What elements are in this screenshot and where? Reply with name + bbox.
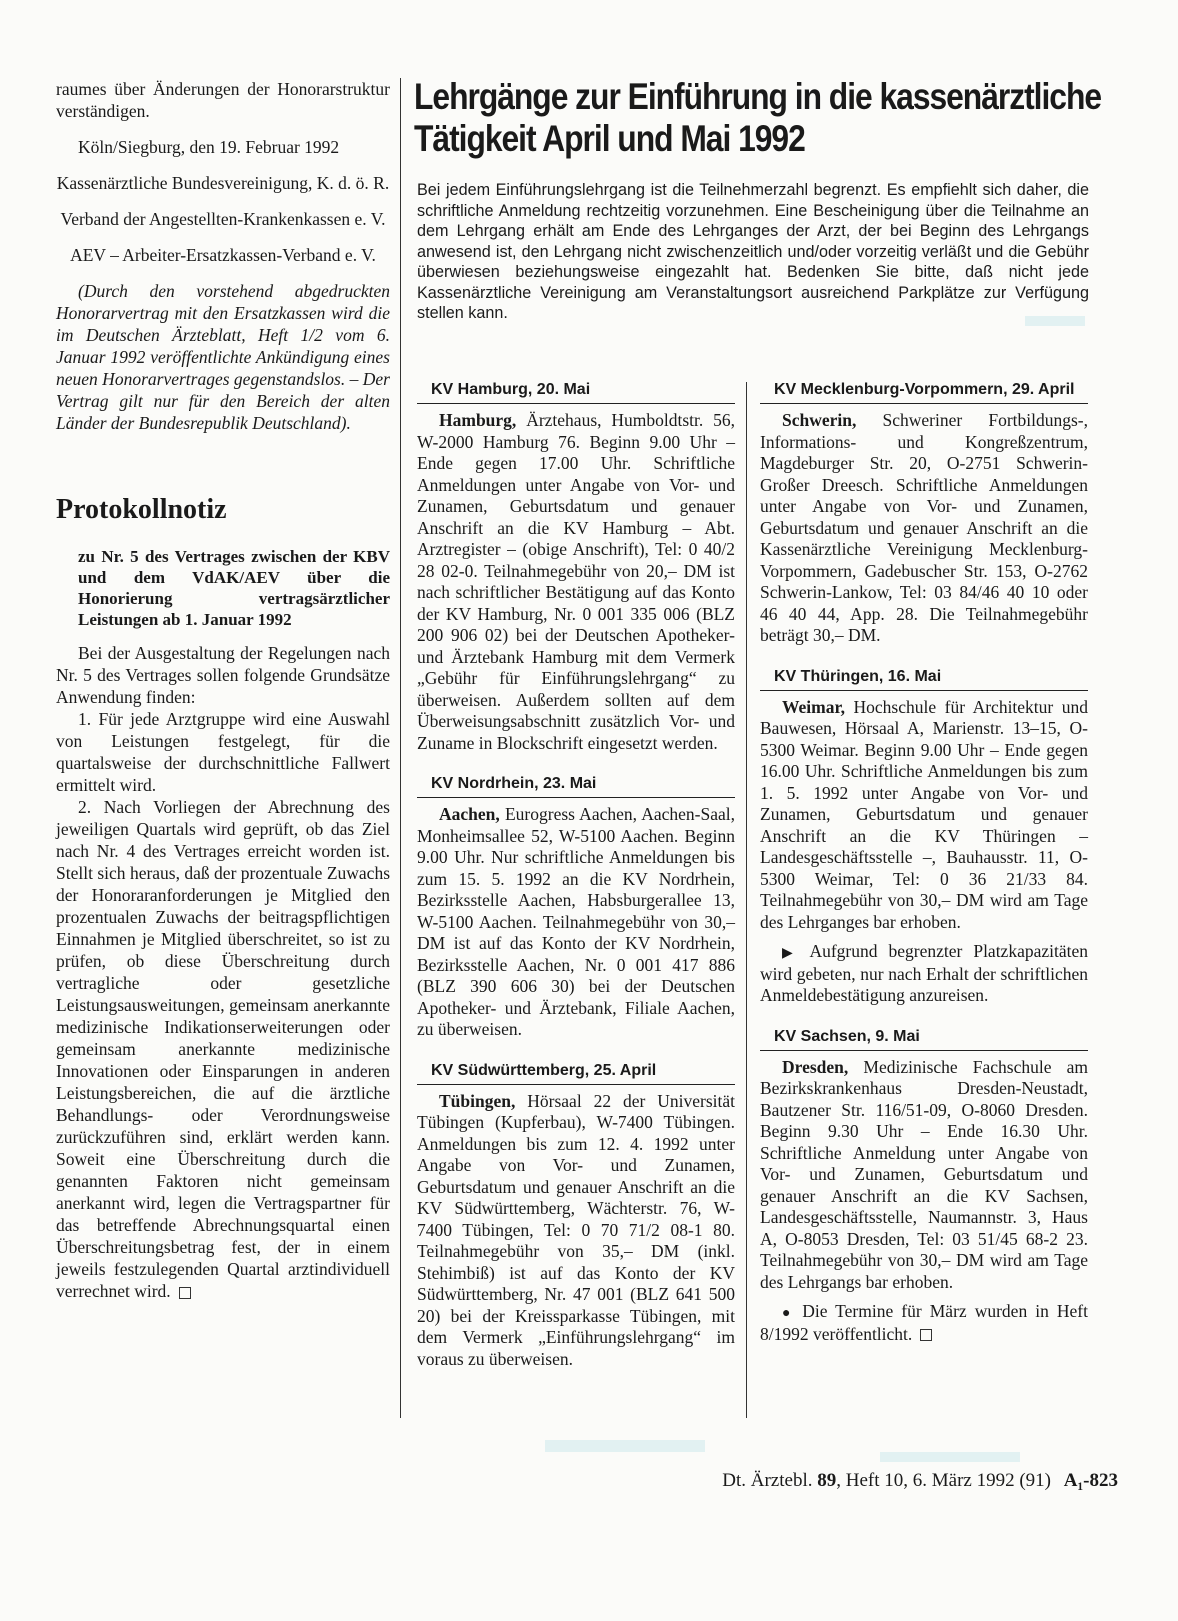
protokollnotiz-subheading: zu Nr. 5 des Vertrages zwischen der KBV und dem VdAK/AEV über die Honorierung vertragsärztlicher Leistungen ab 1. Januar 1992 bbox=[78, 547, 390, 629]
course-title: KV Nordrhein, 23. Mai bbox=[417, 774, 735, 798]
column-rule bbox=[400, 78, 401, 1418]
page-number: A₁-823 bbox=[1063, 1470, 1118, 1491]
course-entry bbox=[417, 774, 735, 1041]
course-column-3 bbox=[760, 380, 1088, 1365]
continued-paragraph: raumes über Änderungen der Honorarstruktur verständigen. bbox=[56, 79, 390, 121]
course-place: Schwerin, bbox=[782, 410, 857, 430]
course-text: Hörsaal 22 der Universität Tübingen (Kupferbau), W-7400 Tübingen. Anmeldungen bis zum 12. 4. 1992 unter Angabe von Vor- und Zunamen, Geburtsdatum und genauer Anschrift an die KV Südwürttemberg, Wächterstr. 76, W-7400 Tübingen, Tel: 0 70 71/2 08-1 80. Teilnahmegebühr von 35,– DM (inkl. Stehimbiß) ist auf das Konto der KV Südwürttemberg, Nr. 47 001 (BLZ 641 500 20) bei der Kreissparkasse Tübingen, mit dem Vermerk „Einführungslehrgang“ im voraus zu überweisen. bbox=[417, 1090, 735, 1369]
course-title: KV Sachsen, 9. Mai bbox=[760, 1027, 1088, 1051]
course-text: Hochschule für Architektur und Bauwesen, Hörsaal A, Marienstr. 13–15, O-5300 Weimar. Beginn 9.00 Uhr – Ende gegen 16.00 Uhr. Schriftliche Anmeldungen bis zum 1. 5. 1992 unter Angabe von Vor- und Zunamen, Geburtsdatum und genauer Anschrift an die KV Thüringen – Landesgeschäftsstelle –, Bauhausstr. 11, O-5300 Weimar, Tel: 0 36 21/33 84. Teilnahmegebühr von 30,– DM wird am Tage des Lehrganges bar erhoben. bbox=[760, 696, 1088, 932]
course-title: KV Thüringen, 16. Mai bbox=[760, 667, 1088, 691]
course-place: Tübingen, bbox=[439, 1090, 516, 1111]
protokollnotiz-paragraph: 1. Für jede Arztgruppe wird eine Auswahl von Leistungen festgelegt, für die quartalsweise der durchschnittliche Fallwert ermittelt wird. bbox=[56, 709, 390, 795]
protokollnotiz-heading: Protokollnotiz bbox=[56, 494, 227, 525]
course-text: Ärztehaus, Humboldtstr. 56, W-2000 Hamburg 76. Beginn 9.00 Uhr – Ende gegen 17.00 Uhr. Schriftliche Anmeldungen unter Angabe von Vor- und Zunamen, Geburtsdatum und genauer Anschrift an die KV Hamburg – Abt. Arztregister – (obige Anschrift), Tel: 0 40/2 28 02-0. Teilnahmegebühr von 20,– DM ist nach schriftlicher Bestätigung auf das Konto der KV Hamburg, Nr. 0 001 335 006 (BLZ 200 906 02) bei der Deutschen Apotheker- und Ärztebank Hamburg mit dem Vermerk „Gebühr für Einführungslehrgang“ zu überweisen. Außerdem sollten auf dem Überweisungsabschnitt zusätzlich Vor- und Zuname in Blockschrift eingesetzt werden. bbox=[417, 410, 736, 753]
arrow-icon: ▶ bbox=[782, 944, 800, 960]
left-column bbox=[56, 78, 390, 1302]
course-title: KV Hamburg, 20. Mai bbox=[417, 380, 735, 404]
page-footer bbox=[722, 1470, 1118, 1492]
article-headline: Lehrgänge zur Einführung in die kassenärztliche Tätigkeit April und Mai 1992 bbox=[414, 76, 1102, 159]
signatory-kbv: Kassenärztliche Bundesvereinigung, K. d. ö. R. bbox=[56, 173, 390, 193]
course-title: KV Südwürttemberg, 25. April bbox=[417, 1061, 735, 1085]
signatory-vdak: Verband der Angestellten-Krankenkassen e. V. bbox=[60, 209, 386, 229]
scan-smudge bbox=[880, 1452, 1020, 1462]
course-entry bbox=[417, 380, 735, 754]
journal-name: Dt. Ärztebl. bbox=[722, 1470, 813, 1491]
column-rule bbox=[746, 382, 747, 1418]
end-mark-box-icon bbox=[920, 1329, 932, 1341]
course-text: Schweriner Fortbildungs-, Informations- und Kongreßzentrum, Magdeburger Str. 20, O-2751 Schwerin-Großer Dreesch. Schriftliche Anmeldungen unter Angabe von Vor- und Zunamen, Geburtsdatum und genauer Anschrift an die Kassenärztliche Vereinigung Mecklenburg-Vorpommern, Gadebuscher Str. 153, O-2762 Schwerin-Lankow, Tel: 03 84/46 40 10 oder 46 40 44, App. 28. Die Teilnahmegebühr beträgt 30,– DM. bbox=[760, 410, 1088, 645]
article-intro: Bei jedem Einführungslehrgang ist die Teilnehmerzahl begrenzt. Es empfiehlt sich daher, die schriftliche Anmeldung rechtzeitig vorzunehmen. Eine Bescheinigung über die Teilnahme an dem Lehrgang erhält am Ende des Lehrganges der Arzt, der bei Beginn des Lehrgangs anwesend ist, den Lehrgang nicht zwischenzeitlich und/oder vorzeitig verläßt und die Gebühr überwiesen beziehungsweise eingezahlt hat. Bedenken Sie bitte, daß nicht jede Kassenärztliche Vereinigung am Veranstaltungsort ausreichend Parkplätze zur Verfügung stellen kann. bbox=[417, 181, 1089, 322]
course-entry bbox=[760, 380, 1088, 647]
course-text: Medizinische Fachschule am Bezirkskrankenhaus Dresden-Neustadt, Bautzener Str. 116/51-09, O-8060 Dresden. Beginn 9.30 Uhr – Ende 16.30 Uhr. Schriftliche Anmeldung unter Angabe von Vor- und Zunamen, Geburtsdatum und genauer Anschrift an die KV Sachsen, Landesgeschäftsstelle, Naumannstr. 3, Haus A, O-8053 Dresden, Tel: 03 51/45 68-2 23. Teilnahmegebühr von 30,– DM wird am Tage des Lehrgangs bar erhoben. bbox=[760, 1056, 1088, 1292]
course-place: Dresden, bbox=[782, 1056, 849, 1077]
signatory-aev: AEV – Arbeiter-Ersatzkassen-Verband e. V. bbox=[70, 245, 376, 265]
course-text: Eurogress Aachen, Aachen-Saal, Monheimsallee 52, W-5100 Aachen. Beginn 9.00 Uhr. Nur schriftliche Anmeldungen bis zum 15. 5. 1992 an die KV Nordrhein, Bezirksstelle Aachen, Habsburgerallee 13, W-5100 Aachen. Teilnahmegebühr von 30,– DM ist auf das Konto der KV Nordrhein, Bezirksstelle Aachen, Nr. 0 001 417 886 (BLZ 390 606 30) bei der Deutschen Apotheker- und Ärztebank, Filiale Aachen, zu überweisen. bbox=[417, 804, 736, 1039]
end-mark-box-icon bbox=[179, 1287, 191, 1299]
protokollnotiz-text: 2. Nach Vorliegen der Abrechnung des jeweiligen Quartals wird geprüft, ob das Ziel nach Nr. 4 des Vertrages erreicht worden ist. Stellt sich heraus, daß der prozentuale Zuwachs der Honoraranforderungen je Mitglied den prozentualen Zuwachs der beitragspflichtigen Einnahmen je Mitglied überschreitet, so ist zu prüfen, ob diese Überschreitung durch vertragliche oder gesetzliche Leistungsausweitungen, gemeinsam anerkannte medizinische Indikationserweiterungen oder gemeinsam anerkannte medizinische Innovationen oder Einsparungen in anderen Leistungsbereichen, die auf die ärztliche Behandlungs- oder Verordnungsweise zurückzuführen sind, erklärt werden kann. Soweit eine Überschreitung durch die genannten Faktoren nicht gemeinsam anerkannt wird, legen die Vertragspartner für das betreffende Abrechnungsquartal einen Überschreitungsbetrag fest, der in einem jeweils festzulegenden Quartal arztindividuell verrechnet wird. bbox=[56, 797, 390, 1301]
bullet-icon: ● bbox=[782, 1304, 795, 1320]
place-date: Köln/Siegburg, den 19. Februar 1992 bbox=[78, 137, 340, 157]
course-entry bbox=[760, 1027, 1088, 1346]
issue-info: , Heft 10, 6. März 1992 (91) bbox=[836, 1470, 1051, 1491]
protokollnotiz-paragraph: Bei der Ausgestaltung der Regelungen nach Nr. 5 des Vertrages sollen folgende Grundsätze Anwendung finden: bbox=[56, 643, 390, 707]
course-entry bbox=[760, 667, 1088, 1007]
course-place: Weimar, bbox=[782, 696, 846, 717]
course-notice: Aufgrund begrenzter Platzkapazitäten wird gebeten, nur nach Erhalt der schriftlichen Anmeldebestätigung anzureisen. bbox=[760, 941, 1088, 1005]
course-place: Hamburg, bbox=[439, 410, 517, 430]
course-entry bbox=[417, 1061, 735, 1371]
scan-smudge bbox=[545, 1440, 705, 1452]
course-column-2 bbox=[417, 380, 735, 1390]
course-notice: Die Termine für März wurden in Heft 8/1992 veröffentlicht. bbox=[760, 1301, 1088, 1344]
course-title: KV Mecklenburg-Vorpommern, 29. April bbox=[760, 380, 1088, 404]
journal-volume: 89 bbox=[817, 1470, 837, 1491]
editorial-note: (Durch den vorstehend abgedruckten Honorarvertrag mit den Ersatzkassen wird die im Deutschen Ärzteblatt, Heft 1/2 vom 6. Januar 1992 veröffentlichte Ankündigung eines neuen Honorarvertrages gegenstandslos. – Der Vertrag gilt nur für den Bereich der alten Länder der Bundesrepublik Deutschland). bbox=[56, 281, 390, 433]
course-place: Aachen, bbox=[439, 804, 500, 824]
protokollnotiz-paragraph bbox=[56, 796, 390, 1302]
